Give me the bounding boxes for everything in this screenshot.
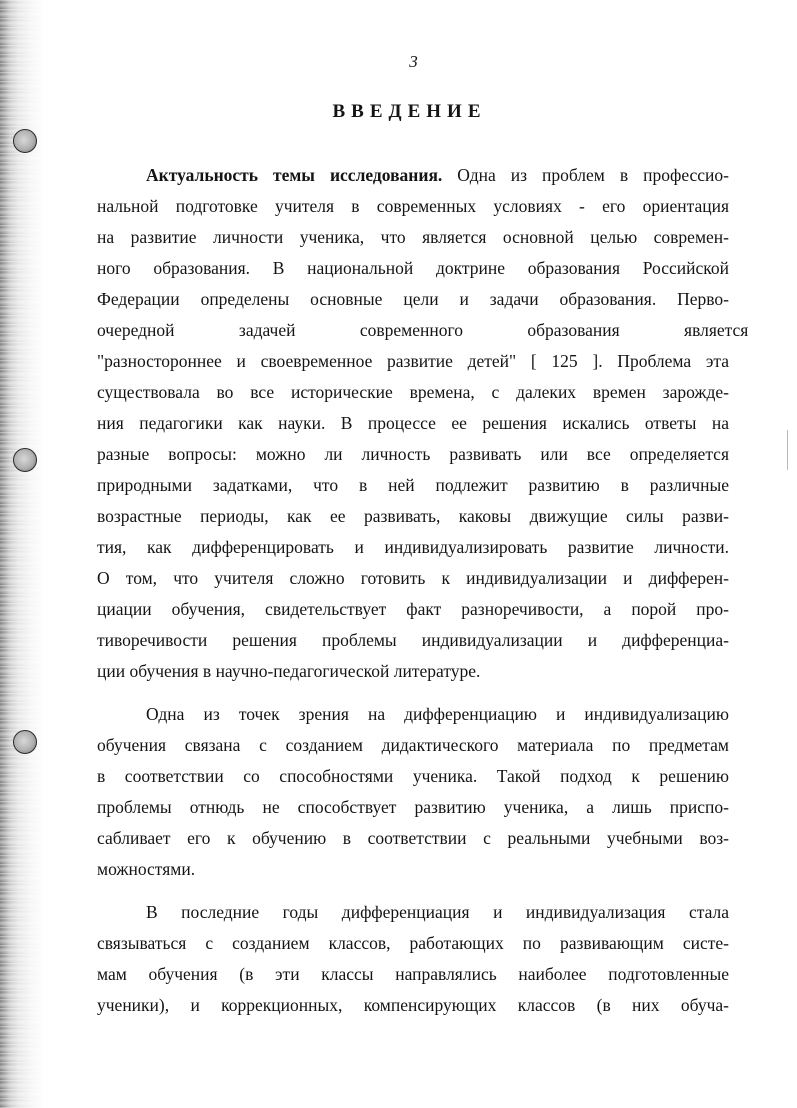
text-line: "разностороннее и своевременное развитие детей" [ 125 ]. Проблема эта <box>97 351 729 371</box>
binder-hole <box>13 129 37 153</box>
text-line: тиворечивости решения проблемы индивидуализации и дифференциа- <box>97 630 729 650</box>
page-title: ВВЕДЕНИЕ <box>332 101 487 122</box>
binder-hole <box>13 730 37 754</box>
text-line: мам обучения (в эти классы направлялись наиболее подготовленные <box>97 964 729 984</box>
text-line: на развитие личности ученика, что является основной целью современ- <box>97 227 729 247</box>
scan-binding-edge <box>0 0 44 1108</box>
text-line: циации обучения, свидетельствует факт разноречивости, а порой про- <box>97 599 729 619</box>
text-line: О том, что учителя сложно готовить к индивидуализации и дифферен- <box>97 568 729 588</box>
text-line: очередной задачей современного образования является <box>97 320 749 340</box>
text-line: нальной подготовке учителя в современных условиях - его ориентация <box>97 196 729 216</box>
text-line: ния педагогики как науки. В процессе ее решения искались ответы на <box>97 413 729 433</box>
text-line: возрастные периоды, как ее развивать, каковы движущие силы разви- <box>97 506 729 526</box>
paragraph-lead: Актуальность темы исследования. <box>146 165 443 185</box>
text-line: тия, как дифференцировать и индивидуализировать развитие личности. <box>97 537 729 557</box>
text-line: разные вопросы: можно ли личность развивать или все определяется <box>97 444 729 464</box>
document-body <box>97 160 749 1021</box>
text-line: Актуальность темы исследования. Одна из проблем в профессио- <box>146 165 729 185</box>
text-line: в соответствии со способностями ученика. Такой подход к решению <box>97 766 729 786</box>
text-line: природными задатками, что в ней подлежит развитию в различные <box>97 475 729 495</box>
text-line: ции обучения в научно-педагогической литературе. <box>97 661 481 681</box>
page-number: 3 <box>409 52 418 71</box>
text-line: ного образования. В национальной доктрине образования Российской <box>97 258 729 278</box>
binder-hole <box>13 448 37 472</box>
text-line: проблемы отнюдь не способствует развитию ученика, а лишь приспо- <box>97 797 729 817</box>
text-line: связываться с созданием классов, работающих по развивающим систе- <box>97 933 729 953</box>
text-line: ученики), и коррекционных, компенсирующих классов (в них обуча- <box>97 995 729 1015</box>
text-line: В последние годы дифференциация и индивидуализация стала <box>146 902 729 922</box>
text-line: Одна из точек зрения на дифференциацию и индивидуализацию <box>146 704 729 724</box>
text-line: Федерации определены основные цели и задачи образования. Перво- <box>97 289 729 309</box>
text-line: можностями. <box>97 859 196 879</box>
text-line: обучения связана с созданием дидактического материала по предметам <box>97 735 729 755</box>
scan-mark <box>787 430 788 470</box>
text-line: существовала во все исторические времена, с далеких времен зарожде- <box>97 382 729 402</box>
text-line: сабливает его к обучению в соответствии с реальными учебными воз- <box>97 828 729 848</box>
